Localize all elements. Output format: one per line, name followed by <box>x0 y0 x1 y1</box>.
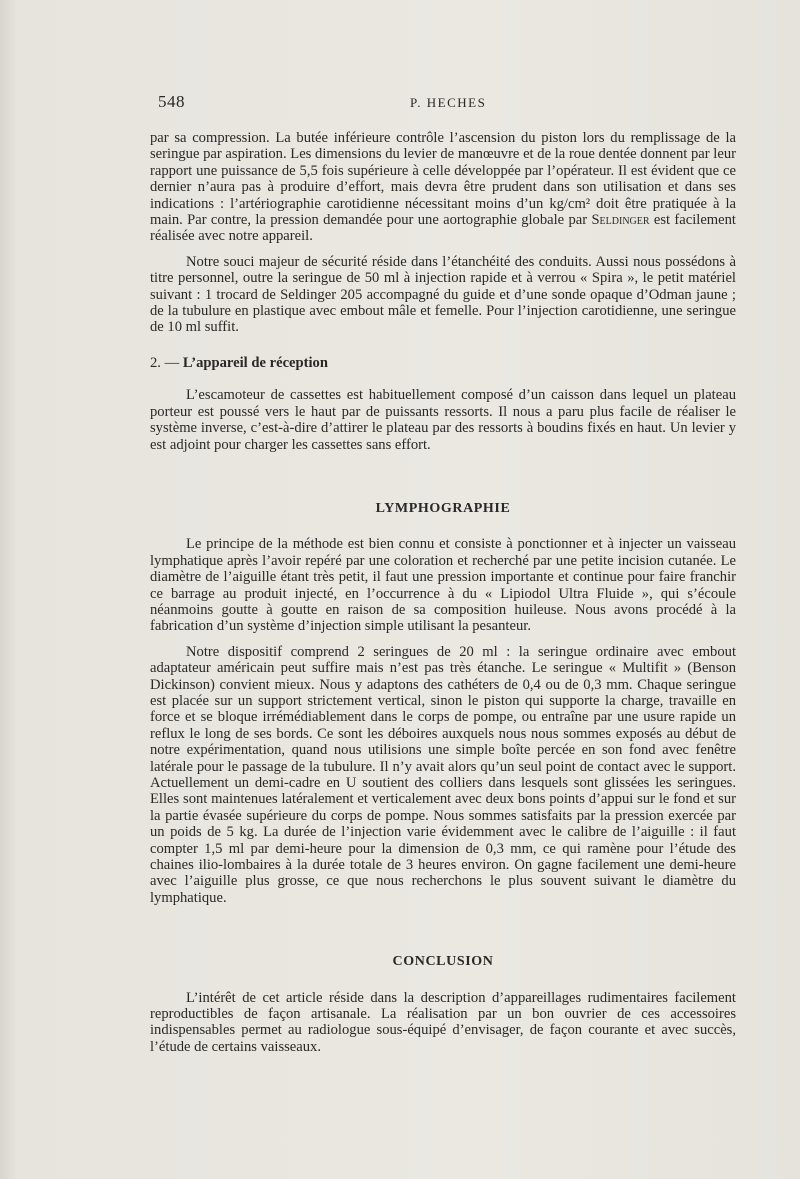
lymphography-heading: LYMPHOGRAPHIE <box>375 500 511 516</box>
section-heading-reception <box>150 355 736 371</box>
reception-paragraph: L’escamoteur de cassettes est habituellement composé d’un caisson dans lequel un plateau porteur est poussé vers le haut par de puissants ressorts. Il nous a paru plus facile de réaliser le système inverse, c’est-à-dire d’attirer le plateau par des ressorts à boudins fixés en haut. Un levier y est adjoint pour charger les cassettes sans effort. <box>150 387 736 453</box>
intro-paragraph <box>150 130 736 245</box>
article-body <box>150 130 736 1055</box>
intro-text-end: est facilement réalisée avec notre appareil. <box>150 212 736 245</box>
lymphography-paragraph-1: Le principe de la méthode est bien connu et consiste à ponctionner et à injecter un vaisseau lymphatique après l’avoir repéré par une coloration et recherché par une petite incision cutanée. Le diamètre de l’aiguille étant très petit, il faut une pression importante et continue pour faire franchir ce barrage au produit injecté, en l’occurrence à du « Lipiodol Ultra Fluide », qui s’écoule néanmoins goutte à goutte en raison de sa composition huileuse. Nous avons procédé à la fabrication d’un système d’injection simple utilisant la pesanteur. <box>150 536 736 635</box>
running-title: P. HECHES <box>410 95 487 110</box>
lymphography-paragraph-2: Notre dispositif comprend 2 seringues de 20 ml : la seringue ordinaire avec embout adaptateur américain peut suffire mais n’est pas très étanche. Le seringue « Multifit » (Benson Dickinson) convient mieux. Nous y adaptons des cathéters de 0,4 ou de 0,3 mm. Chaque seringue est placée sur un support strictement vertical, sinon le piston qui supporte la charge, travaille en force et se bloque irrémédiablement dans le corps de pompe, ou entraîne par une usure rapide un reflux le long de ses bords. Ce sont les déboires auxquels nous nous sommes exposés au début de notre expérimentation, quand nous utilisions une simple boîte percée en son fond avec fenêtre latérale pour le passage de la tubulure. Il n’y avait alors qu’un seul point de contact avec le support. Actuellement un demi-cadre en U soutient des colliers dans lesquels sont glissées les seringues. Elles sont maintenues latéralement et verticalement avec deux bons points d’appui sur le fond et sur la partie évasée supérieure du corps de pompe. Nous sommes satisfaits par la pression exercée par un poids de 5 kg. La durée de l’injection varie évidemment avec le calibre de l’aiguille : il faut compter 1,5 ml par demi-heure pour la dimension de 0,3 mm, ce qui ramène pour l’étude des chaines ilio-lombaires à la durée totale de 3 heures environ. On gagne facilement une demi-heure avec l’aiguille plus grosse, ce que nous recherchons le plus souvent suivant le diamètre du lymphatique. <box>150 643 736 906</box>
security-paragraph: Notre souci majeur de sécurité réside dans l’étanchéité des conduits. Aussi nous possédons à titre personnel, outre la seringue de 50 ml à injection rapide et à verrou « Spira », le petit matériel suivant : 1 trocard de Seldinger 205 accompagné du guide et d’une sonde opaque d’Odman jaune ; de la tubulure en plastique avec embout mâle et femelle. Pour l’injection carotidienne, une seringue de 10 ml suffit. <box>150 253 736 336</box>
section-number: 2. — <box>150 354 180 371</box>
conclusion-paragraph: L’intérêt de cet article réside dans la description d’appareillages rudimentaires facilement reproductibles de façon artisanale. La réalisation par un bon ouvrier de ces accessoires indispensables permet au radiologue sous-équipé d’envisager, de façon courante et avec succès, l’étude de certains vaisseaux. <box>150 989 736 1055</box>
intro-text: par sa compression. La butée inférieure contrôle l’ascension du piston lors du remplissage de la seringue par aspiration. Les dimensions du levier de manœuvre et de la roue dentée donnent par leur rapport une puissance de 5,5 fois supérieure à celle développée par l’opérateur. Il est évident que ce dernier n’aura pas à produire d’effort, mais devra être prudent dans son utilisation et dans ses indications : l’artériographie carotidienne nécessitant moins d’un kg/cm² doit être pratiquée à la main. Par contre, la pression demandée pour une aortographie globale par <box>150 130 736 229</box>
page-header <box>158 92 738 116</box>
section-title-reception: L’appareil de réception <box>182 354 328 371</box>
seldinger-name: Seldinger <box>591 212 650 229</box>
page-number: 548 <box>158 92 185 111</box>
conclusion-heading: CONCLUSION <box>392 954 494 970</box>
